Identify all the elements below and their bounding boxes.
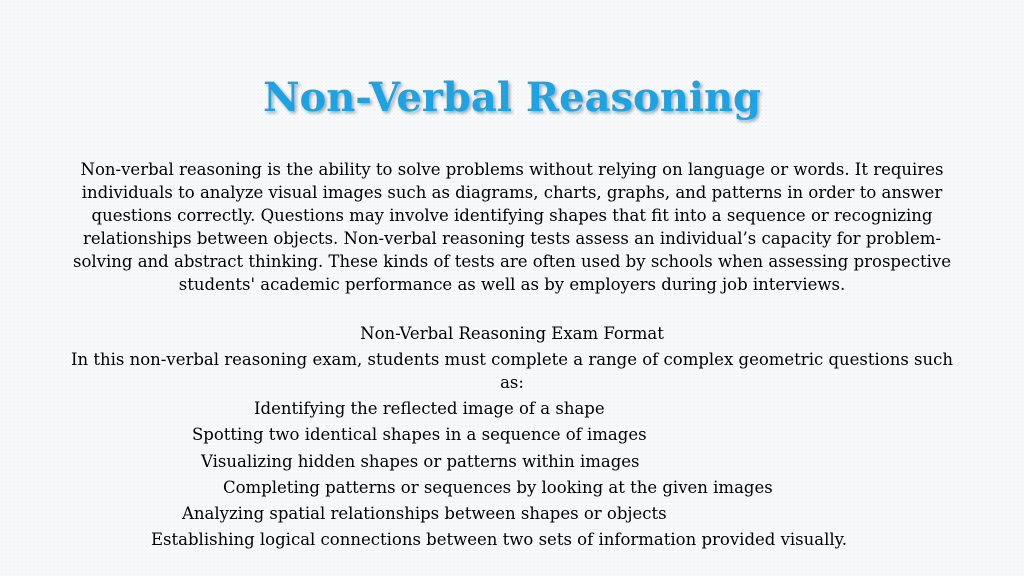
list-item <box>0 422 1024 448</box>
section-heading: Non-Verbal Reasoning Exam Format <box>360 324 664 343</box>
list-item-text: Analyzing spatial relationships between shapes or objects <box>182 504 667 524</box>
list-item <box>0 475 1024 501</box>
exam-description: In this non-verbal reasoning exam, students must complete a range of complex geometric questions such as: <box>70 350 954 392</box>
slide-title: Non-Verbal Reasoning <box>262 74 762 121</box>
list-item-text: Spotting two identical shapes in a sequence of images <box>192 425 647 445</box>
list-item-text: Completing patterns or sequences by looking at the given images <box>223 477 773 497</box>
list-item <box>0 501 1024 527</box>
question-type-list <box>0 396 1024 554</box>
list-item <box>0 396 1024 422</box>
list-item <box>0 527 1024 553</box>
intro-paragraph: Non-verbal reasoning is the ability to solve problems without relying on language or words. It requires individuals to analyze visual images such as diagrams, charts, graphs, and patterns in order to answer questions correctly. Questions may involve identifying shapes that fit into a sequence or recognizing relationships between objects. Non-verbal reasoning tests assess an individual’s capacity for problem-solving and abstract thinking. These kinds of tests are often used by schools when assessing prospective students' academic performance as well as by employers during job interviews. <box>73 160 951 294</box>
list-item-text: Identifying the reflected image of a shape <box>254 399 605 418</box>
list-item-text: Visualizing hidden shapes or patterns within images <box>201 451 640 471</box>
list-item <box>0 449 1024 475</box>
list-item-text: Establishing logical connections between two sets of information provided visually. <box>151 530 848 550</box>
